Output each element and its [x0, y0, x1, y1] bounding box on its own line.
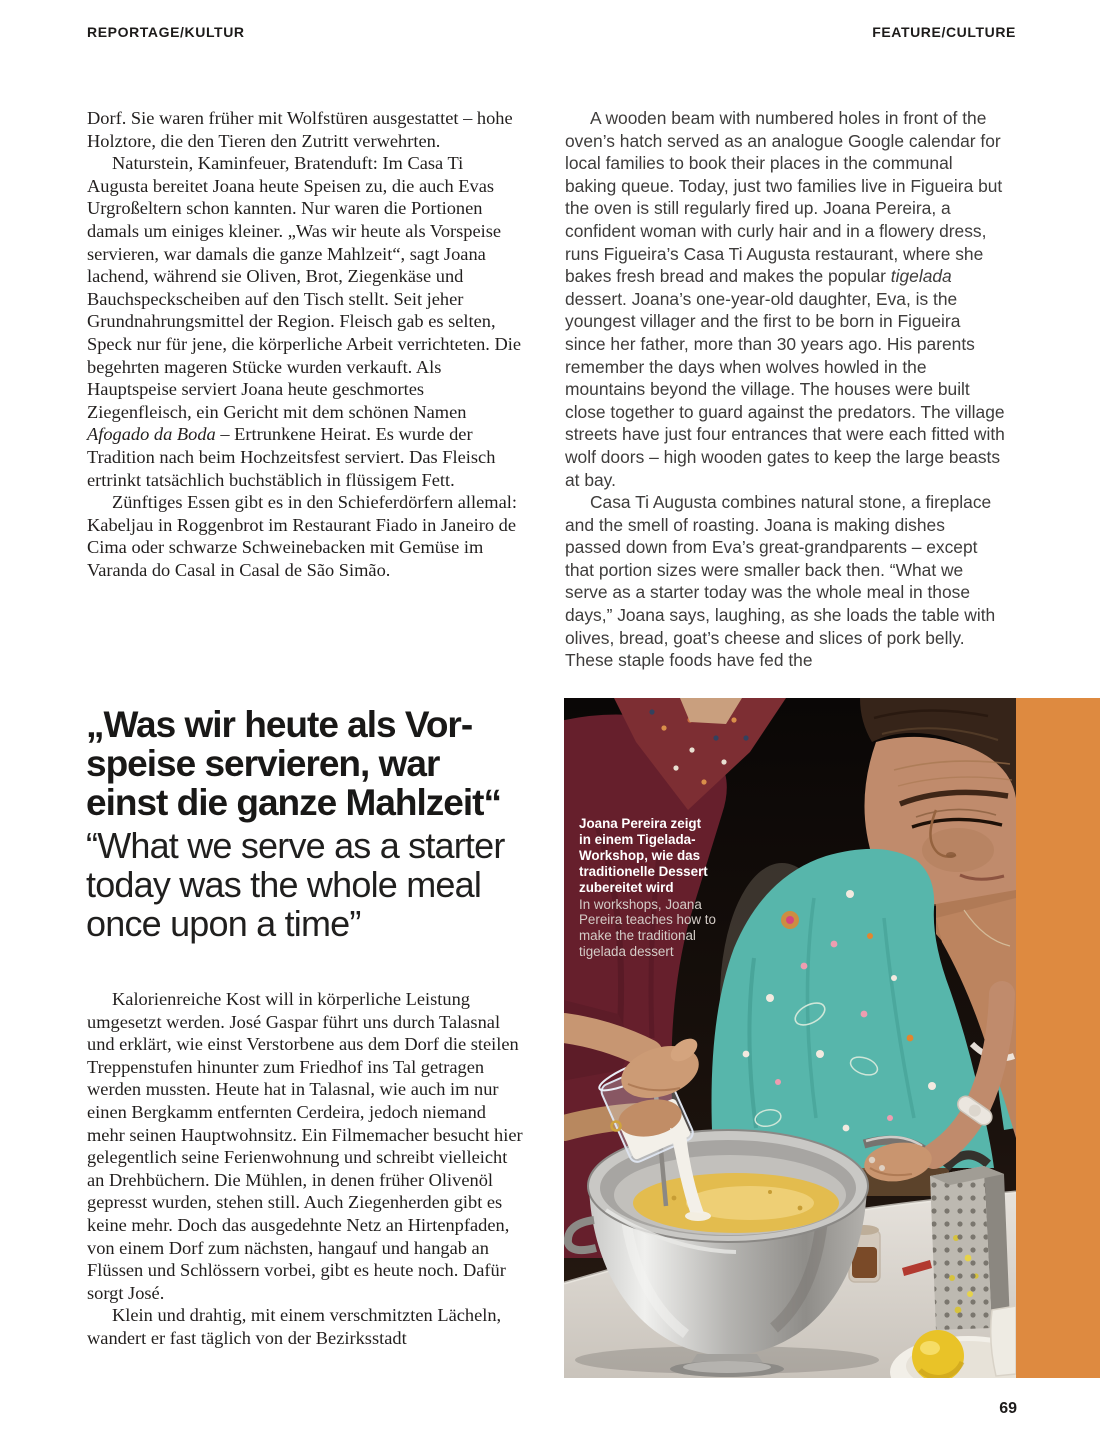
photo-caption-german [579, 816, 791, 896]
body-text: Klein und drahtig, mit einem verschmitzten Lächeln, wandert er fast täglich von der Bezirksstadt [87, 1305, 502, 1348]
body-text: Kalorienreiche Kost will in körperliche Leistung umgesetzt werden. José Gaspar führt uns durch Talasnal und erklärt, wie einst Verstorbene aus dem Dorf die steilen Treppenstufen hinunter zum Friedhof ins Tal getragen werden mussten. Heute hat in Talasnal, wie auch im nur einen Bergkamm entfernten Cerdeira, jedoch niemand mehr seinen Hauptwohnsitz. Ein Filmemacher besucht hier gelegentlich seine Ferienwohnung und schreibt vielleicht an Drehbüchern. Die Mühlen, in denen früher Olivenöl gepresst wurden, stehen still. Auch Ziegenherden gibt es keine mehr. Doch das ausgedehnte Netz an Hirtenpfaden, von einem Dorf zum nächsten, hangauf und hangab an Flüssen und Schlössern vorbei, gibt es heute noch. Dafür sorgt José. [87, 989, 523, 1303]
lower-left-column-german [87, 988, 524, 1350]
text-line: make the traditional [579, 928, 696, 944]
body-text: Zünftiges Essen gibt es in den Schieferdörfern allemal: Kabeljau in Roggenbrot im Restaurant Fiado in Janeiro de Cima oder schwarze Schweinebacken mit Gemüse im Varanda do Casal in Casal de São Simão. [87, 492, 517, 580]
text-line: „Was wir heute als Vor- [86, 704, 473, 745]
header-section-label-english: FEATURE/CULTURE [872, 24, 1016, 40]
paragraph [87, 107, 524, 152]
text-line: in einem Tigelada- [579, 831, 696, 847]
body-text: A wooden beam with numbered holes in front of the oven’s hatch served as an analogue Google calendar for local families to book their places in the communal baking queue. Today, just two families live in Figueira but the oven is still regularly fired up. Joana Pereira, a confident woman with curly hair and in a flowery dress, runs Figueira’s Casa Ti Augusta restaurant, where she bakes fresh bread and makes the popular [565, 108, 1003, 287]
text-line: traditionelle Dessert [579, 863, 708, 879]
left-column-german [87, 107, 524, 581]
italic-text: Afogado da Boda [87, 424, 216, 445]
body-text: Dorf. Sie waren früher mit Wolfstüren ausgestattet – hohe Holztore, die den Tieren den Zutritt verwehrten. [87, 108, 513, 151]
text-line: speise servieren, war [86, 743, 440, 784]
text-line: once upon a time” [86, 903, 361, 944]
photo-caption-english [579, 897, 791, 961]
right-column-english [565, 107, 1005, 672]
photo-tigelada-workshop [564, 698, 1016, 1378]
paragraph [87, 1304, 524, 1349]
text-line: einst die ganze Mahlzeit“ [86, 782, 501, 823]
body-text: Casa Ti Augusta combines natural stone, a fireplace and the smell of roasting. Joana is making dishes passed down from Eva’s great-grandparents – except that portion sizes were smaller back then. “What we serve as a starter today was the whole meal in those days,” Joana says, laughing, as she loads the table with olives, bread, goat’s cheese and slices of pork belly. These staple foods have fed the [565, 492, 996, 671]
text-line: Workshop, wie das [579, 847, 701, 863]
text-line: Pereira teaches how to [579, 912, 716, 928]
text-line: In workshops, Joana [579, 896, 702, 912]
photo-caption [579, 816, 791, 960]
text-line: “What we serve as a starter [86, 825, 505, 866]
text-line: Joana Pereira zeigt [579, 816, 702, 831]
pull-quote-german [86, 705, 554, 822]
paragraph [565, 107, 1005, 491]
paragraph [87, 491, 524, 581]
paragraph [565, 491, 1005, 672]
body-text: dessert. Joana’s one-year-old daughter, Eva, is the youngest villager and the first to be born in Figueira since her father, more than 30 years ago. His parents remember the days when wolves howled in the mountains beyond the village. The houses were built close together to guard against the predators. The village streets have just four entrances that were each fitted with wolf doors – high wooden gates to keep the large beasts at bay. [565, 288, 1005, 490]
text-line: tigelada dessert [579, 944, 674, 960]
photo-illustration [564, 698, 1016, 1378]
text-line: zubereitet wird [579, 879, 674, 895]
paragraph [87, 988, 524, 1304]
orange-accent-bar [1016, 698, 1100, 1378]
pull-quote-english [86, 826, 554, 943]
pull-quote [86, 705, 554, 943]
paragraph [87, 152, 524, 491]
italic-text: tigelada [890, 266, 952, 287]
page-number: 69 [999, 1400, 1017, 1417]
body-text: Naturstein, Kaminfeuer, Bratenduft: Im Casa Ti Augusta bereitet Joana heute Speisen zu, die auch Evas Urgroßeltern schon kannten. Nur waren die Portionen damals um einiges kleiner. „Was wir heute als Vorspeise servieren, war damals die ganze Mahlzeit“, sagt Joana lachend, während sie Oliven, Brot, Ziegenkäse und Bauchspeckscheiben auf den Tisch stellt. Seit jeher Grundnahrungsmittel der Region. Fleisch gab es selten, Speck nur für jene, die körperliche Arbeit verrichteten. Die begehrten mageren Stücke wurden verkauft. Als Hauptspeise serviert Joana heute geschmortes Ziegenfleisch, ein Gericht mit dem schönen Namen [87, 153, 522, 422]
text-line: today was the whole meal [86, 864, 482, 905]
header-section-label-german: REPORTAGE/KULTUR [87, 24, 245, 40]
body-text: – Ertrunkene Heirat. Es wurde der Tradition nach beim Hochzeitsfest serviert. Das Fleisch ertrinkt tatsächlich buchstäblich in flüssigem Fett. [87, 424, 496, 490]
